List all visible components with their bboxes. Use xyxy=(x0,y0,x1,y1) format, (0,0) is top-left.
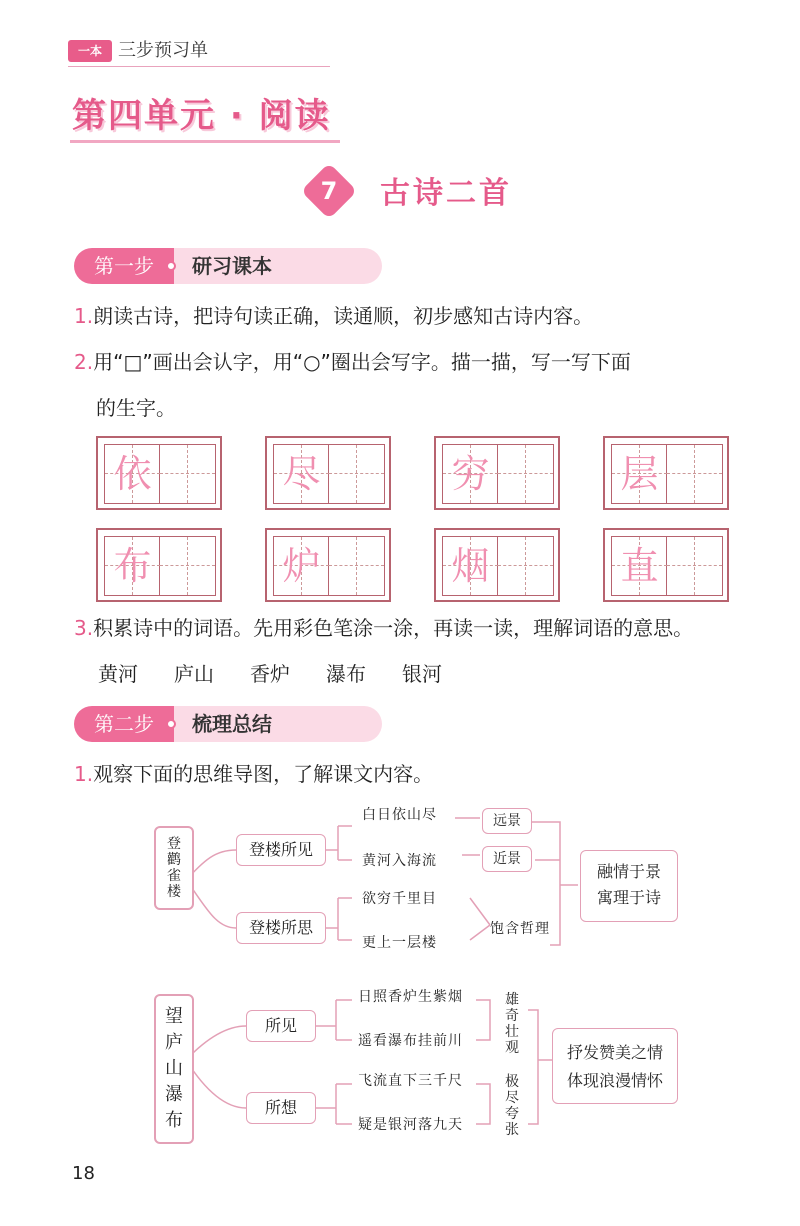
mindmap1-summary xyxy=(580,850,678,922)
series-title: 三步预习单 xyxy=(118,40,208,61)
tag-magnificent: 雄奇壮观 xyxy=(505,992,519,1056)
tag-far-view: 远景 xyxy=(482,808,532,834)
trace-character: 尽 xyxy=(282,452,321,496)
mindmap2-branch-think: 所想 xyxy=(246,1092,316,1124)
summary-line: 融情于景 xyxy=(596,862,661,881)
step1-title: 研习课本 xyxy=(164,248,382,284)
tag-exaggeration: 极尽夸张 xyxy=(505,1074,519,1138)
item-number: 1. xyxy=(74,304,94,328)
tag-near-view: 近景 xyxy=(482,846,532,872)
summary-line: 体现浪漫情怀 xyxy=(566,1071,663,1090)
trace-character: 布 xyxy=(113,544,152,588)
trace-character: 依 xyxy=(113,452,152,496)
item-number: 1. xyxy=(74,762,94,786)
step1-label: 第一步 xyxy=(74,248,174,284)
item-text: 积累诗中的词语。先用彩色笔涂一涂，再读一读，理解词语的意思。 xyxy=(93,616,694,640)
trace-character: 层 xyxy=(620,452,659,496)
word: 黄河 xyxy=(98,662,138,686)
poem-line: 更上一层楼 xyxy=(362,935,437,951)
mindmap1-root xyxy=(154,826,194,910)
brand-badge: 一本 xyxy=(68,40,112,62)
mindmap1-branch-see: 登楼所见 xyxy=(236,834,326,866)
poem-line: 黄河入海流 xyxy=(362,853,437,869)
item-number: 3. xyxy=(74,616,94,640)
root-text: 望庐山瀑布 xyxy=(165,1006,183,1131)
poem-line: 疑是银河落九天 xyxy=(358,1117,463,1133)
lesson-title: 古诗二首 xyxy=(380,176,512,211)
poem-line: 欲穷千里目 xyxy=(362,891,437,907)
trace-character: 烟 xyxy=(451,544,490,588)
word: 香炉 xyxy=(250,662,290,686)
unit-title: 第四单元 · 阅读 xyxy=(72,96,331,136)
step2-label: 第二步 xyxy=(74,706,174,742)
item-number: 2. xyxy=(74,350,94,374)
poem-line: 飞流直下三千尺 xyxy=(358,1073,463,1089)
word: 银河 xyxy=(402,662,442,686)
item-text: 观察下面的思维导图，了解课文内容。 xyxy=(93,762,434,786)
summary-line: 抒发赞美之情 xyxy=(566,1043,663,1062)
mindmap2-branch-see: 所见 xyxy=(246,1010,316,1042)
page-number: 18 xyxy=(72,1163,95,1184)
mindmap2-root xyxy=(154,994,194,1144)
poem-line: 遥看瀑布挂前川 xyxy=(358,1033,463,1049)
mindmap2-summary xyxy=(552,1028,678,1104)
tag-philosophy: 饱含哲理 xyxy=(490,921,550,937)
word: 庐山 xyxy=(174,662,214,686)
root-text: 登鹳雀楼 xyxy=(167,836,181,900)
trace-character: 直 xyxy=(620,544,659,588)
poem-line: 白日依山尽 xyxy=(362,807,437,823)
item-text: 朗读古诗，把诗句读正确，读通顺，初步感知古诗内容。 xyxy=(93,304,594,328)
word: 瀑布 xyxy=(326,662,366,686)
trace-character: 炉 xyxy=(282,544,321,588)
poem-line: 日照香炉生紫烟 xyxy=(358,989,463,1005)
lesson-number: 7 xyxy=(320,177,338,205)
mindmap1-branch-think: 登楼所思 xyxy=(236,912,326,944)
item-text: 用“□”画出会认字，用“○”圈出会写字。描一描，写一写下面 xyxy=(93,350,631,374)
summary-line: 寓理于诗 xyxy=(596,888,661,907)
step2-title: 梳理总结 xyxy=(164,706,382,742)
trace-character: 穷 xyxy=(451,452,490,496)
step1-item-2-cont: 的生字。 xyxy=(96,396,176,420)
